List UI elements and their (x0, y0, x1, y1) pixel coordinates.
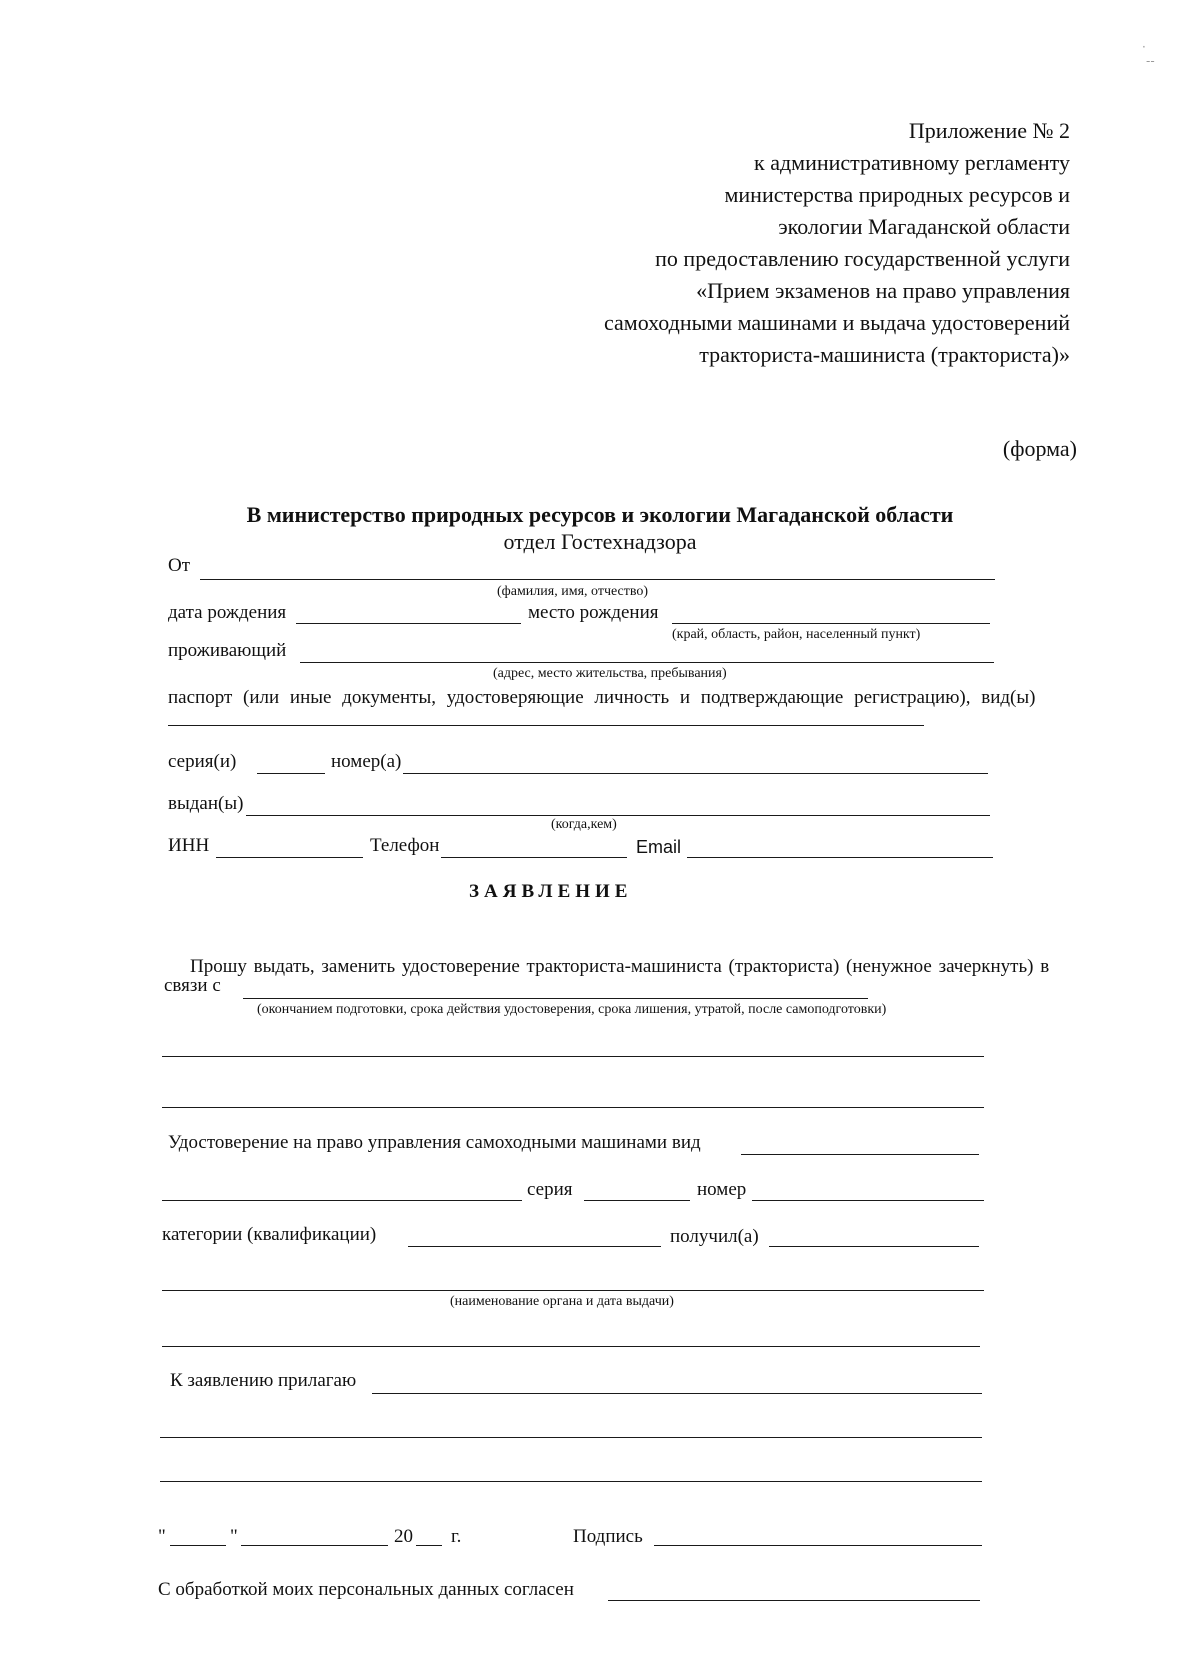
passport-type-field[interactable] (168, 725, 924, 726)
annex-line: «Прием экзаменов на право управления (696, 278, 1070, 303)
year-field[interactable] (416, 1545, 442, 1546)
category-field[interactable] (408, 1246, 661, 1247)
birth-date-label: дата рождения (168, 602, 287, 623)
consent-signature-field[interactable] (608, 1600, 980, 1601)
date-quote-close: " (230, 1526, 238, 1547)
statement-heading: ЗАЯВЛЕНИЕ (469, 881, 633, 902)
request-line-2: связи с (164, 975, 221, 996)
phone-label: Телефон (370, 835, 440, 856)
annex-line: самоходными машинами и выдача удостоверений (603, 310, 1070, 335)
annex-line: тракториста-машиниста (тракториста)» (699, 342, 1070, 367)
birth-place-field[interactable] (672, 623, 990, 624)
attach-field-line-3[interactable] (160, 1481, 982, 1482)
annex-line: по предоставлению государственной услуги (655, 246, 1070, 271)
issued-label: выдан(ы) (168, 793, 244, 814)
annex-line: Приложение № 2 (908, 118, 1070, 143)
attach-label: К заявлению прилагаю (170, 1370, 357, 1391)
date-day-field[interactable] (170, 1545, 226, 1546)
signature-label: Подпись (573, 1526, 643, 1547)
date-quote-open: " (158, 1526, 166, 1547)
reason-field[interactable] (243, 998, 868, 999)
inn-field[interactable] (216, 857, 363, 858)
scan-artifact: · (1142, 40, 1146, 54)
issued-hint: (когда,кем) (551, 817, 617, 832)
number-label: номер(а) (331, 751, 402, 772)
annex-line: к административному регламенту (754, 150, 1070, 175)
from-field[interactable] (200, 579, 995, 580)
issued-field[interactable] (246, 815, 990, 816)
reason-extra-line-1[interactable] (162, 1056, 984, 1057)
category-label: категории (квалификации) (162, 1224, 377, 1245)
license-number-field[interactable] (752, 1200, 984, 1201)
from-hint: (фамилия, имя, отчество) (497, 584, 649, 599)
authority-hint: (наименование органа и дата выдачи) (450, 1294, 674, 1309)
license-type-field-cont[interactable] (162, 1200, 522, 1201)
license-label: Удостоверение на право управления самоходными машинами вид (168, 1132, 701, 1153)
authority-field[interactable] (162, 1290, 984, 1291)
annex-line: министерства природных ресурсов и (724, 182, 1070, 207)
from-label: От (168, 555, 191, 576)
inn-label: ИНН (168, 835, 210, 856)
attach-field-line-2[interactable] (160, 1437, 982, 1438)
addressee-title: В министерство природных ресурсов и экологии Магаданской области (246, 502, 954, 527)
authority-field-cont[interactable] (162, 1346, 980, 1347)
license-series-label: серия (527, 1179, 573, 1200)
reason-extra-line-2[interactable] (162, 1107, 984, 1108)
number-field[interactable] (403, 773, 988, 774)
request-line-1: Прошу выдать, заменить удостоверение тракториста-машиниста (тракториста) (ненужное зачеркнуть) в (190, 956, 1050, 977)
residing-label: проживающий (168, 640, 287, 661)
email-label: Email (636, 837, 682, 857)
consent-label: С обработкой моих персональных данных согласен (158, 1579, 574, 1600)
license-series-field[interactable] (584, 1200, 690, 1201)
received-label: получил(а) (670, 1226, 759, 1247)
birth-place-hint: (край, область, район, населенный пункт) (672, 627, 921, 642)
signature-field[interactable] (654, 1545, 982, 1546)
annex-line: экологии Магаданской области (778, 214, 1070, 239)
series-label: серия(и) (168, 751, 237, 772)
reason-hint: (окончанием подготовки, срока действия удостоверения, срока лишения, утратой, после самоподготовки) (257, 1002, 887, 1017)
date-month-field[interactable] (241, 1545, 388, 1546)
license-type-field[interactable] (741, 1154, 979, 1155)
year-suffix: г. (451, 1526, 462, 1547)
year-label: 20 (394, 1526, 413, 1547)
phone-field[interactable] (441, 857, 627, 858)
residing-hint: (адрес, место жительства, пребывания) (493, 666, 727, 681)
birth-date-field[interactable] (296, 623, 521, 624)
attach-field[interactable] (372, 1393, 982, 1394)
birth-place-label: место рождения (528, 602, 659, 623)
residing-field[interactable] (300, 662, 994, 663)
license-number-label: номер (697, 1179, 747, 1200)
received-field[interactable] (769, 1246, 979, 1247)
addressee-subtitle: отдел Гостехнадзора (503, 529, 697, 554)
email-field[interactable] (687, 857, 993, 858)
scan-artifact: -‑ (1146, 54, 1155, 68)
series-field[interactable] (257, 773, 325, 774)
form-label: (форма) (1002, 436, 1077, 461)
passport-text: паспорт (или иные документы, удостоверяющие личность и подтверждающие регистрацию), вид(ы) (168, 687, 1036, 708)
